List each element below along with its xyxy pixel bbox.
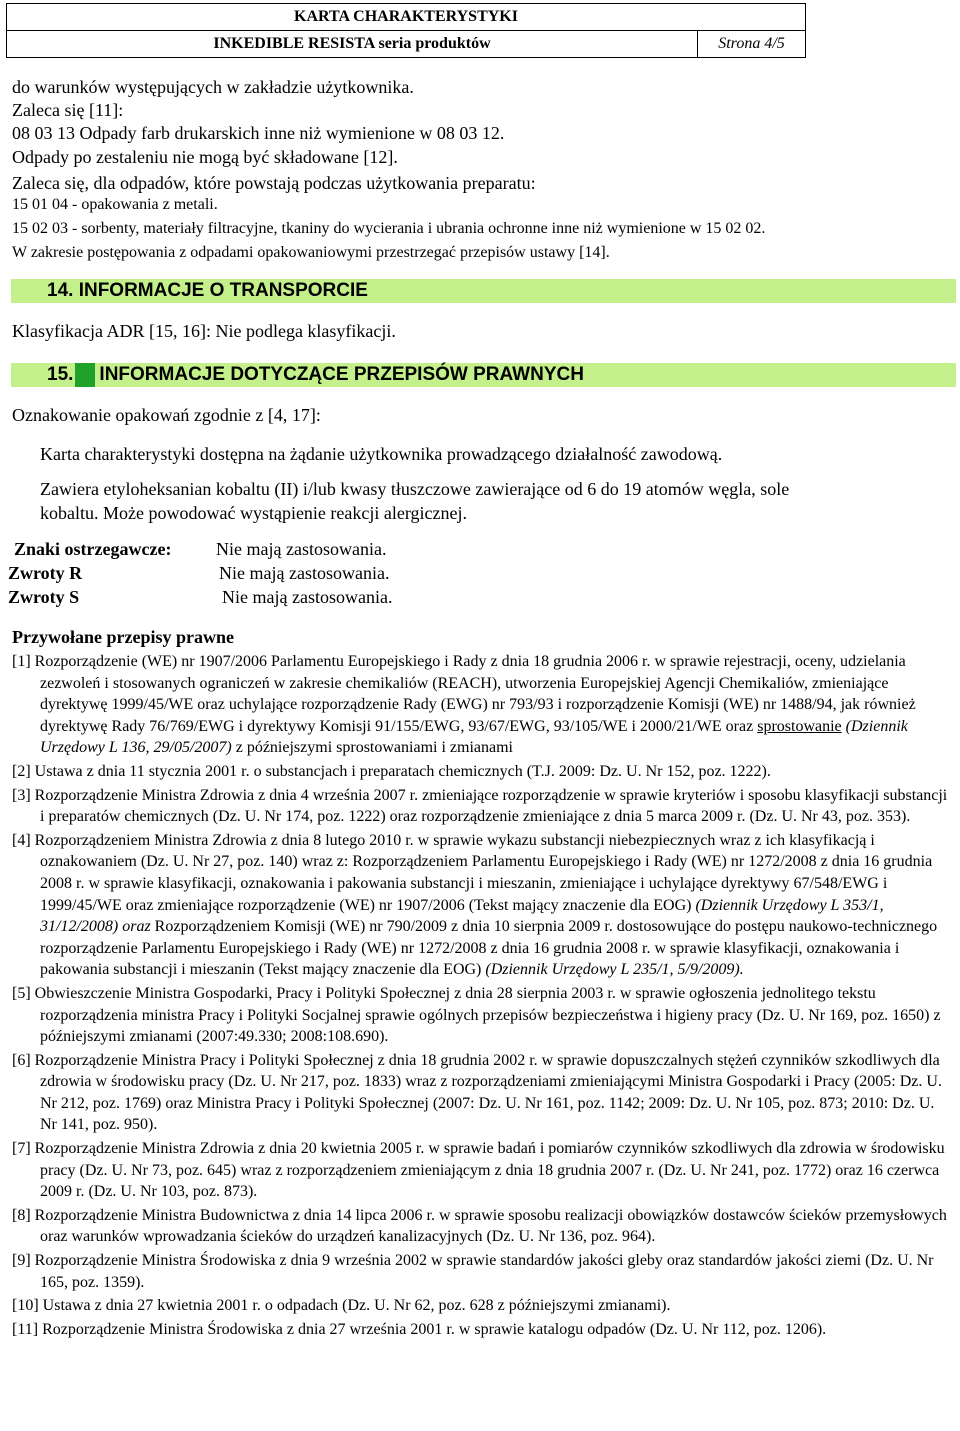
section-marker: [75, 363, 95, 387]
warning-signs-label: Znaki ostrzegawcze:: [14, 539, 172, 559]
text-line: 15 02 03 - sorbenty, materiały filtracyjne, tkaniny do wycierania i ubrania ochronne inne niż wymienione w 15 02 02.: [12, 220, 766, 237]
labeling-intro: Oznakowanie opakowań zgodnie z [4, 17]:: [12, 405, 321, 425]
text-line: Zaleca się [11]:: [12, 100, 124, 120]
text-line: Zaleca się, dla odpadów, które powstają podczas użytkowania preparatu:: [12, 173, 536, 193]
reference-item: [8] Rozporządzenie Ministra Budownictwa z dnia 14 lipca 2006 r. w sprawie sposobu realizacji obowiązków dostawców ścieków przemysłowych oraz warunków wprowadzania ścieków do urządzeń kanalizacyjnych (Dz. U. Nr 136, poz. 964).: [12, 1206, 947, 1246]
document-title: KARTA CHARAKTERYSTYKI: [7, 4, 806, 31]
labeling-paragraph-2: Zawiera etyloheksanian kobaltu (II) i/lub kwasy tłuszczowe zawierające od 6 do 19 atomów węgla, sole: [40, 479, 790, 499]
warning-signs-value: Nie mają zastosowania.: [216, 539, 387, 559]
reference-item: [9] Rozporządzenie Ministra Środowiska z dnia 9 września 2002 w sprawie standardów jakości gleby oraz standardów jakości ziemi (Dz. U. Nr 165, poz. 1359).: [12, 1252, 934, 1291]
page-number: Strona 4/5: [698, 31, 806, 58]
reference-item: [7] Rozporządzenie Ministra Zdrowia z dnia 20 kwietnia 2005 r. w sprawie badań i pomiarów czynników szkodliwych dla zdrowia w środowisku pracy (Dz. U. Nr 73, poz. 645) wraz z rozporządzeniem zmieniającym z dnia 18 grudnia 2007 r. (Dz. U. Nr 241, poz. 1772) oraz 16 czerwca 2009 r. (Dz. U. Nr 103, poz. 873).: [12, 1140, 945, 1201]
references-title: Przywołane przepisy prawne: [12, 627, 234, 647]
section-14-heading: [11, 279, 956, 303]
section-15-heading: [11, 363, 956, 387]
reference-item: [10] Ustawa z dnia 27 kwietnia 2001 r. o odpadach (Dz. U. Nr 62, poz. 628 z późniejszymi zmianami).: [12, 1297, 671, 1315]
reference-item: [4] Rozporządzeniem Ministra Zdrowia z dnia 8 lutego 2010 r. w sprawie wykazu substancji niebezpiecznych wraz z ich klasyfikacją i oznakowaniem (Dz. U. Nr 27, poz. 140) wraz z: Rozporządzeniem Parlamentu Europejskiego i Rady (WE) nr 1272/2008 z dnia 16 grudnia 2008 r. w sprawie klasyfikacji, oznakowania i pakowania substancji i mieszanin, zmieniające i uchylające dyrektywy 67/548/EWG i 1999/45/WE oraz zmieniające rozporządzenie (WE) nr 1907/2006 (Tekst mający znaczenie dla EOG) (Dziennik Urzędowy L 353/1, 31/12/2008) oraz Rozporządzeniem Komisji (WE) nr 790/2009 z dnia 10 sierpnia 2009 r. dostosowujące do postępu naukowo-technicznego rozporządzenie Parlamentu Europejskiego i Rady (WE) nr 1272/2008 z dnia 16 grudnia 2008 r. w sprawie klasyfikacji, oznakowania i pakowania substancji i mieszanin (Tekst mający znaczenie dla EOG) (Dziennik Urzędowy L 235/1, 5/9/2009).: [12, 831, 938, 979]
references-list: [12, 651, 952, 1342]
s-phrases-label: Zwroty S: [8, 587, 80, 607]
correction-link-text: sprostowanie: [757, 717, 842, 735]
reference-item: [6] Rozporządzenie Ministra Pracy i Polityki Społecznej z dnia 18 grudnia 2002 r. w sprawie dopuszczalnych stężeń czynników szkodliwych dla zdrowia w środowisku pracy (Dz. U. Nr 217, poz. 1833) wraz z rozporządzeniami zmieniającymi Ministra Gospodarki i Pracy (2005: Dz. U. Nr 212, poz. 1769) oraz Ministra Pracy i Polityki Społecznej (2007: Dz. U. Nr 161, poz. 1142; 2009: Dz. U. Nr 105, poz. 873; 2010: Dz. U. Nr 141, poz. 950).: [12, 1051, 942, 1134]
text-line: 15 01 04 - opakowania z metali.: [12, 196, 218, 213]
document-header: [6, 3, 806, 58]
reference-item: [11] Rozporządzenie Ministra Środowiska z dnia 27 września 2001 r. w sprawie katalogu odpadów (Dz. U. Nr 112, poz. 1206).: [12, 1320, 827, 1338]
s-phrases-value: Nie mają zastosowania.: [222, 587, 393, 607]
reference-item: [1] Rozporządzenie (WE) nr 1907/2006 Parlamentu Europejskiego i Rady z dnia 18 grudnia 2006 r. w sprawie rejestracji, oceny, udzielania zezwoleń i stosowanych ograniczeń w zakresie chemikaliów (REACH), utworzenia Europejskiej Agencji Chemikaliów, zmieniające dyrektywę 1999/45/WE oraz uchylające rozporządzenie Rady (EWG) nr 793/93 i rozporządzenie Komisji (WE) nr 1488/94, jak również dyrektywę Rady 76/769/EWG i dyrektywy Komisji 91/155/EWG, 93/67/EWG, 93/105/WE i 2000/21/WE oraz sprostowanie (Dziennik Urzędowy L 136, 29/05/2007) z późniejszymi sprostowaniami i zmianami: [12, 653, 916, 757]
labeling-paragraph-1: Karta charakterystyki dostępna na żądanie użytkownika prowadzącego działalność zawodową.: [40, 444, 723, 464]
reference-item: [3] Rozporządzenie Ministra Zdrowia z dnia 4 września 2007 r. zmieniające rozporządzenie w sprawie kryteriów i sposobu klasyfikacji substancji i preparatów chemicznych (Dz. U. Nr 174, poz. 1222) oraz rozporządzenie zmieniające z dnia 5 marca 2009 r. (Dz. U. Nr 43, poz. 353).: [12, 786, 948, 826]
section-15-number: 15.: [47, 364, 74, 385]
transport-classification: Klasyfikacja ADR [15, 16]: Nie podlega klasyfikacji.: [12, 321, 396, 341]
text-line: do warunków występujących w zakładzie użytkownika.: [12, 77, 414, 97]
text-line: W zakresie postępowania z odpadami opakowaniowymi przestrzegać przepisów ustawy [14].: [12, 244, 610, 261]
reference-item: [5] Obwieszczenie Ministra Gospodarki, Pracy i Polityki Społecznej z dnia 28 sierpnia 2003 r. w sprawie ogłoszenia jednolitego tekstu rozporządzenia ministra Pracy i Polityki Socjalnej sprawie ogólnych przepisów bezpieczeństwa i higieny pracy (Dz. U. Nr 169, poz. 1650) z późniejszymi zmianami (2007:49.330; 2008:108.690).: [12, 984, 941, 1046]
reference-item: [2] Ustawa z dnia 11 stycznia 2001 r. o substancjach i preparatach chemicznych (T.J. 2009: Dz. U. Nr 152, poz. 1222).: [12, 762, 771, 780]
product-name: INKEDIBLE RESISTA seria produktów: [7, 31, 698, 58]
text-line: Odpady po zestaleniu nie mogą być składowane [12].: [12, 147, 398, 167]
text-line: 08 03 13 Odpady farb drukarskich inne niż wymienione w 08 03 12.: [12, 123, 505, 143]
r-phrases-label: Zwroty R: [8, 563, 83, 583]
section-14-title: 14. INFORMACJE O TRANSPORCIE: [47, 280, 368, 301]
r-phrases-value: Nie mają zastosowania.: [219, 563, 390, 583]
section-15-title: INFORMACJE DOTYCZĄCE PRZEPISÓW PRAWNYCH: [99, 364, 584, 385]
labeling-paragraph-2-cont: kobaltu. Może powodować wystąpienie reakcji alergicznej.: [40, 503, 468, 523]
